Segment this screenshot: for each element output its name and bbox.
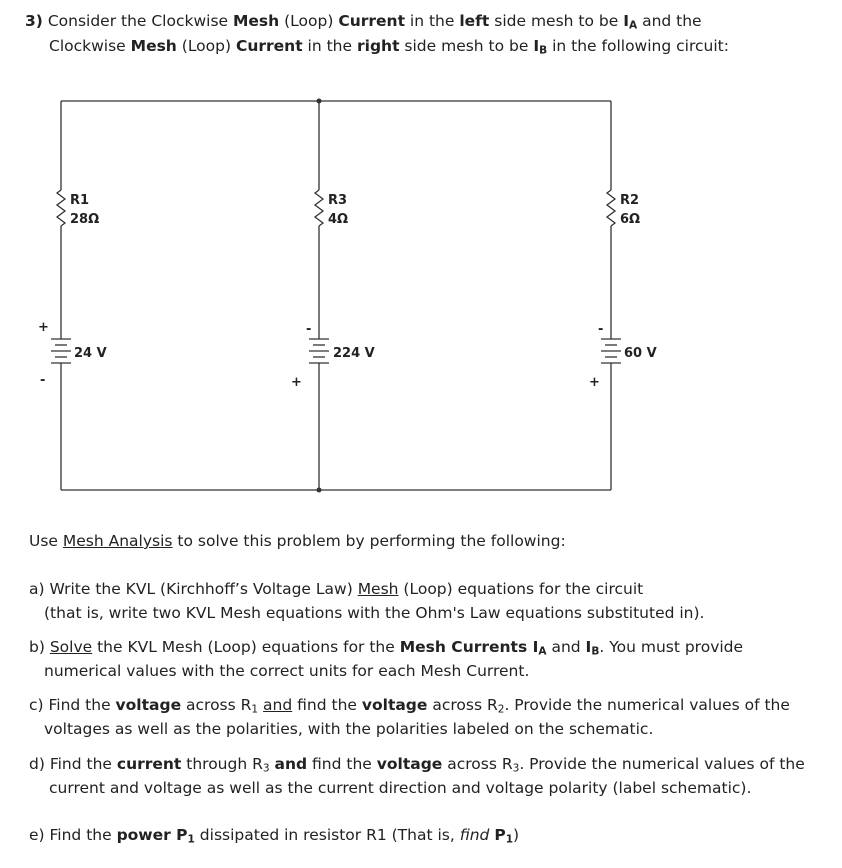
resistor-r2-zigzag: [607, 190, 615, 226]
q2-bold-current: Current: [235, 37, 303, 55]
part-e-text: e) Find the: [29, 826, 117, 844]
q2-text: side mesh to be: [399, 37, 534, 55]
q2-ib-main: I: [533, 37, 540, 55]
part-e-text: ): [513, 826, 520, 844]
q1-ia-main: I: [623, 12, 629, 30]
r3-name: R3: [328, 193, 348, 208]
resistor-r1-zigzag: [57, 190, 65, 226]
part-d-line-2: [49, 779, 751, 797]
part-d-line-1: [29, 755, 805, 773]
resistor-r3-zigzag: [315, 190, 323, 226]
part-d-text: through R: [181, 755, 263, 773]
part-b-line-2: [44, 662, 529, 680]
q1-bold-current: Current: [338, 12, 405, 30]
part-c-line-1: [29, 696, 790, 714]
part-b-text: numerical values with the correct units for each Mesh Current.: [44, 662, 530, 680]
junction-top: [317, 99, 322, 104]
v-mid-top-polarity: -: [306, 322, 312, 337]
r3-value: 4Ω: [328, 212, 349, 227]
r1-name: R1: [70, 193, 90, 208]
v-left-value: 24 V: [74, 346, 107, 361]
r2-value: 6Ω: [620, 212, 641, 227]
part-c-bold-voltage: voltage: [115, 696, 182, 714]
q2-text: in the: [302, 37, 357, 55]
part-b-text: b): [29, 638, 50, 656]
part-c-sub-1: 1: [251, 703, 259, 716]
r1-value: 28Ω: [70, 212, 100, 227]
part-e-bold-p: P: [494, 826, 506, 844]
part-d-bold-and: and: [274, 755, 308, 773]
q1-text: (Loop): [279, 12, 339, 30]
part-d-text: current and voltage as well as the current direction and voltage polarity (label schematic).: [49, 779, 752, 797]
part-b-sub-b: B: [591, 645, 600, 658]
part-c-text: voltages as well as the polarities, with the polarities labeled on the schematic.: [44, 720, 654, 738]
part-a-text: (Loop) equations for the circuit: [398, 580, 644, 598]
part-c-text: across R: [427, 696, 498, 714]
junction-bottom: [317, 488, 322, 493]
mesh-analysis-link[interactable]: Mesh Analysis: [62, 532, 173, 550]
part-c-bold-voltage-2: voltage: [361, 696, 428, 714]
part-a-text: (that is, write two KVL Mesh equations with the Ohm's Law equations substituted in).: [44, 604, 705, 622]
q2-text: (Loop): [176, 37, 236, 55]
part-c-text: find the: [292, 696, 362, 714]
intro-text: to solve this problem by performing the following:: [172, 532, 566, 550]
q2-text: Clockwise: [49, 37, 131, 55]
part-a-line-2: [44, 604, 704, 622]
part-e-line: [29, 826, 519, 844]
q1-bold-mesh: Mesh: [233, 12, 280, 30]
q1-text: Consider the Clockwise: [47, 12, 233, 30]
v-mid-bottom-polarity: +: [291, 375, 302, 390]
v-right-top-polarity: -: [598, 322, 604, 337]
part-a-underline-mesh: Mesh: [357, 580, 399, 598]
part-c-line-2: [44, 720, 653, 738]
part-d-text: . Provide the numerical values of the: [519, 755, 805, 773]
part-b-text: the KVL Mesh (Loop) equations for the: [92, 638, 400, 656]
part-c-text: . Provide the numerical values of the: [504, 696, 790, 714]
part-e-sub-1: 1: [187, 833, 195, 846]
q1-text: side mesh to be: [489, 12, 624, 30]
part-a-text: a) Write the KVL (Kirchhoff’s Voltage Law): [29, 580, 358, 598]
part-b-sub-a: A: [538, 645, 547, 658]
part-c-underline-and: and: [263, 696, 293, 714]
v-left-top-polarity: +: [38, 320, 49, 335]
part-b-text: and: [546, 638, 586, 656]
part-d-text: d) Find the: [29, 755, 117, 773]
q1-bold-left: left: [459, 12, 490, 30]
q2-ib-sub: B: [539, 44, 548, 57]
q1-text: in the: [404, 12, 460, 30]
part-c-sub-2: 2: [497, 703, 505, 716]
part-b-bold-mesh-currents: Mesh Currents I: [399, 638, 539, 656]
r2-name: R2: [620, 193, 640, 208]
intro-text: Use: [29, 532, 63, 550]
v-right-value: 60 V: [624, 346, 657, 361]
part-b-line-1: [29, 638, 743, 656]
part-c-text: across R: [181, 696, 252, 714]
v-mid-value: 224 V: [333, 346, 375, 361]
q2-text: in the following circuit:: [547, 37, 729, 55]
intro-line: [29, 532, 566, 550]
question-number: 3): [25, 12, 43, 30]
part-b-underline-solve: Solve: [49, 638, 93, 656]
part-c-text: c) Find the: [29, 696, 116, 714]
q1-text: and the: [637, 12, 702, 30]
q1-ia-sub: A: [628, 19, 638, 32]
v-left-bottom-polarity: -: [40, 373, 46, 388]
part-e-italic-find: find: [459, 826, 490, 844]
part-e-sub-2: 1: [505, 833, 514, 846]
part-d-sub-2: 3: [512, 762, 520, 775]
part-d-bold-voltage: voltage: [376, 755, 443, 773]
part-d-sub-1: 3: [262, 762, 270, 775]
q2-bold-mesh: Mesh: [130, 37, 177, 55]
part-a-line-1: [29, 580, 643, 598]
part-e-bold-power: power P: [116, 826, 188, 844]
part-d-text: across R: [442, 755, 513, 773]
part-d-text: find the: [307, 755, 377, 773]
v-right-bottom-polarity: +: [589, 375, 600, 390]
q2-bold-right: right: [356, 37, 400, 55]
part-b-text: . You must provide: [599, 638, 744, 656]
part-d-bold-current: current: [116, 755, 182, 773]
part-b-bold-ib: I: [585, 638, 592, 656]
part-e-text: dissipated in resistor R1 (That is,: [194, 826, 460, 844]
